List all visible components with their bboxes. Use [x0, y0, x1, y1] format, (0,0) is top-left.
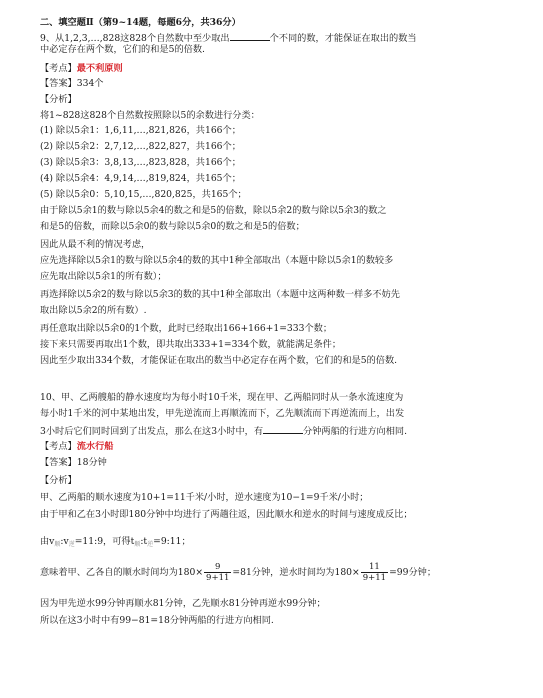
- q10-answer-blank: [263, 424, 303, 434]
- q9-analysis-line: 取出除以5余2的所有数）.: [40, 305, 147, 316]
- q9-kaodian: 【考点】最不利原则: [40, 63, 123, 74]
- q9-analysis-line: (5) 除以5余0：5,10,15,…,820,825，共165个；: [40, 189, 247, 200]
- q10-analysis-line: 因为甲先逆水99分钟再顺水81分钟，乙先顺水81分钟再逆水99分钟；: [40, 598, 326, 609]
- q9-analysis-line: 再选择除以5余2的数与除以5余3的数的其中1种全部取出（本题中这两种数一样多不妨先: [40, 289, 400, 300]
- q9-analysis-label: 【分析】: [40, 94, 77, 105]
- q10-stem-line-2: 每小时1千米的河中某地出发，甲先逆流而上再顺流而下，乙先顺流而下再逆流而上，出发: [40, 408, 405, 419]
- q10-analysis-line: 所以在这3小时中有99−81=18分钟两船的行进方向相同.: [40, 615, 274, 626]
- q10-stem-line-3: 3小时后它们同时回到了出发点，那么在这3小时中，有 分钟两船的行进方向相同.: [40, 426, 407, 437]
- q9-analysis-line: 将1~828这828个自然数按照除以5的余数进行分类：: [40, 110, 260, 121]
- q10-analysis-label: 【分析】: [40, 475, 77, 486]
- q9-analysis-line: 和是5的倍数，而除以5余0的数与除以5余0的数之和是5的倍数；: [40, 221, 305, 232]
- q9-stem-line-1: 9、从1,2,3,…,828这828个自然数中至少取出 个不同的数，才能保证在取出的数当: [40, 33, 417, 44]
- q9-analysis-line: (3) 除以5余3：3,8,13,…,823,828，共166个；: [40, 157, 241, 168]
- q9-answer-blank: [230, 31, 270, 41]
- q9-analysis-line: 由于除以5余1的数与除以5余4的数之和是5的倍数，除以5余2的数与除以5余3的数之: [40, 205, 387, 216]
- q10-kaodian: 【考点】流水行船: [40, 441, 114, 452]
- q9-analysis-line: 因此至少取出334个数，才能保证在取出的数当中必定存在两个数，它们的和是5的倍数.: [40, 355, 398, 366]
- q10-stem-line-1: 10、甲、乙两艘船的静水速度均为每小时10千米，现在甲、乙两船同时从一条水流速度为: [40, 392, 404, 403]
- fraction-9-over-20: $\frac{9}{9+11}$: [206, 562, 230, 583]
- q9-stem-line-2: 中必定存在两个数，它们的和是5的倍数.: [40, 44, 205, 55]
- q9-analysis-line: (2) 除以5余2：2,7,12,…,822,827，共166个；: [40, 141, 241, 152]
- q9-analysis-line: 因此从最不利的情况考虑，: [40, 239, 151, 250]
- q10-fraction-line: 意味着甲、乙各自的顺水时间均为180× $\frac{9}{9+11}$ =81分钟，逆水时间均为180× $\frac{11}{9+11}$ =99分钟；: [40, 562, 437, 583]
- q10-answer: 【答案】18分钟: [40, 457, 107, 468]
- q10-analysis-line: 甲、乙两船的顺水速度为10+1=11千米/小时，逆水速度为10−1=9千米/小时；: [40, 492, 369, 503]
- fraction-11-over-20: $\frac{11}{9+11}$: [362, 562, 387, 583]
- q10-ratio-line: 由$v_顺:v_逆=11:9$，可得$t_顺:t_逆=9:11$；: [40, 536, 191, 548]
- section-title: 二、填空题Ⅱ（第9~14题，每题6分，共36分）: [40, 17, 241, 28]
- q9-answer: 【答案】334个: [40, 78, 104, 89]
- q9-analysis-line: 再任意取出除以5余0的1个数，此时已经取出166+166+1=333个数；: [40, 323, 333, 334]
- q9-analysis-line: 应先选择除以5余1的数与除以5余4的数的其中1种全部取出（本题中除以5余1的数较多: [40, 255, 394, 266]
- q9-analysis-line: 接下来只需要再取出1个数，即共取出333+1=334个数，就能满足条件；: [40, 339, 342, 350]
- q9-analysis-line: (1) 除以5余1：1,6,11,…,821,826，共166个；: [40, 125, 241, 136]
- q9-analysis-line: 应先取出除以5余1的所有数）；: [40, 271, 167, 282]
- q10-analysis-line: 由于甲和乙在3小时即180分钟中均进行了两趟往返，因此顺水和逆水的时间与速度成反比；: [40, 509, 413, 520]
- q9-analysis-line: (4) 除以5余4：4,9,14,…,819,824，共165个；: [40, 173, 241, 184]
